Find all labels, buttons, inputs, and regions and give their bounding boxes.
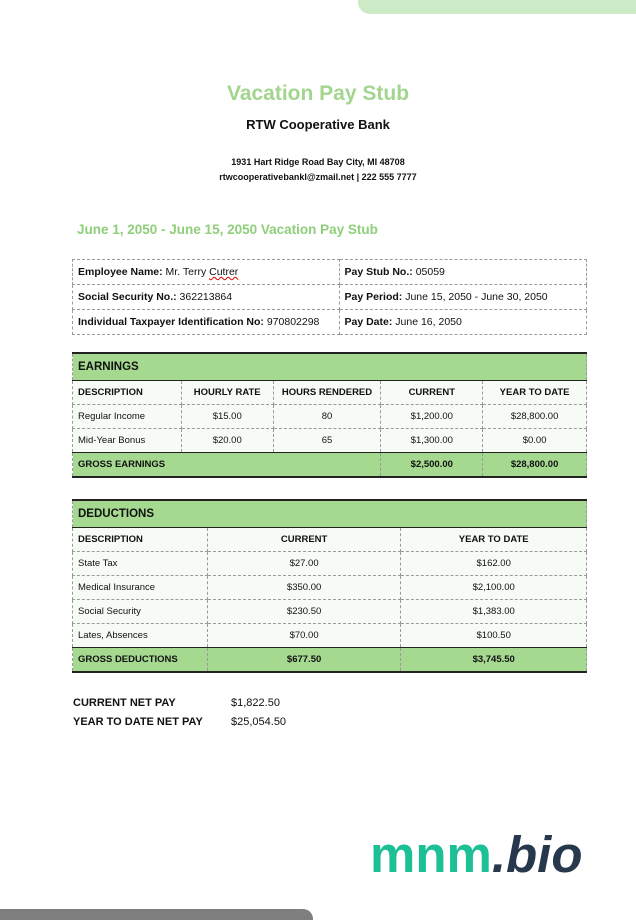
bottom-decoration-bar [0, 909, 313, 920]
earnings-column-header-row [73, 381, 587, 405]
current-net-pay-value: $1,822.50 [231, 697, 280, 709]
gross-deductions-row [73, 648, 587, 673]
itin-cell [73, 310, 340, 335]
gross-deductions-current: $677.50 [207, 648, 401, 673]
pay-stub-no-cell [339, 260, 587, 285]
company-address: 1931 Hart Ridge Road Bay City, MI 48708 [231, 157, 405, 167]
cell: $2,100.00 [401, 576, 587, 600]
cell: 65 [273, 429, 381, 453]
ytd-net-pay-label: YEAR TO DATE NET PAY [73, 716, 203, 728]
cell: Lates, Absences [73, 624, 208, 648]
cell: Medical Insurance [73, 576, 208, 600]
gross-deductions-label: GROSS DEDUCTIONS [73, 648, 208, 673]
ssn-cell [73, 285, 340, 310]
cell: $70.00 [207, 624, 401, 648]
column-header: HOURLY RATE [181, 381, 273, 405]
watermark-logo [370, 825, 583, 884]
deductions-column-header-row [73, 528, 587, 552]
gross-earnings-current: $2,500.00 [381, 453, 483, 478]
info-row [73, 310, 587, 335]
table-row [73, 624, 587, 648]
column-header: YEAR TO DATE [401, 528, 587, 552]
pay-period-cell [339, 285, 587, 310]
document-title: Vacation Pay Stub [226, 82, 410, 105]
pay-date-value: June 16, 2050 [395, 316, 462, 328]
ssn-value: 362213864 [179, 291, 233, 303]
gross-deductions-ytd: $3,745.50 [401, 648, 587, 673]
employee-name-cell [73, 260, 340, 285]
pay-date-label: Pay Date: [344, 316, 393, 328]
column-header: DESCRIPTION [73, 381, 182, 405]
ytd-net-pay-value: $25,054.50 [231, 716, 287, 728]
pay-date-cell [339, 310, 587, 335]
gross-earnings-ytd: $28,800.00 [483, 453, 587, 478]
pay-stub-no-value: 05059 [415, 266, 445, 278]
pay-stub-no-label: Pay Stub No.: [344, 266, 413, 278]
cell: $1,200.00 [381, 405, 483, 429]
earnings-table [72, 352, 587, 478]
deductions-table [72, 499, 587, 673]
cell: $20.00 [181, 429, 273, 453]
cell: State Tax [73, 552, 208, 576]
cell: $0.00 [483, 429, 587, 453]
cell: $1,300.00 [381, 429, 483, 453]
info-row [73, 260, 587, 285]
table-row [73, 576, 587, 600]
cell: $15.00 [181, 405, 273, 429]
pay-period-value: June 15, 2050 - June 30, 2050 [405, 291, 548, 303]
cell: $27.00 [207, 552, 401, 576]
employee-last-name: Cutrer [209, 266, 239, 278]
column-header: YEAR TO DATE [483, 381, 587, 405]
info-row [73, 285, 587, 310]
earnings-heading-row [73, 353, 587, 381]
cell: $350.00 [207, 576, 401, 600]
logo-part-2: .bio [491, 826, 583, 883]
period-heading: June 1, 2050 - June 15, 2050 Vacation Pay Stub [77, 222, 378, 237]
cell: $100.50 [401, 624, 587, 648]
deductions-heading: DEDUCTIONS [73, 500, 587, 528]
cell: 80 [273, 405, 381, 429]
gross-earnings-label: GROSS EARNINGS [73, 453, 381, 478]
pay-period-label: Pay Period: [344, 291, 403, 303]
column-header: CURRENT [381, 381, 483, 405]
cell: $28,800.00 [483, 405, 587, 429]
ssn-label: Social Security No.: [78, 291, 177, 303]
employee-name-value: Mr. Terry [165, 266, 210, 278]
column-header: HOURS RENDERED [273, 381, 381, 405]
itin-label: Individual Taxpayer Identification No: [78, 316, 264, 328]
cell: $230.50 [207, 600, 401, 624]
table-row [73, 405, 587, 429]
company-name: RTW Cooperative Bank [246, 117, 390, 132]
cell: Mid-Year Bonus [73, 429, 182, 453]
table-row [73, 552, 587, 576]
company-contact: rtwcooperativebankl@zmail.net | 222 555 7777 [219, 172, 417, 182]
logo-part-1: mnm [370, 826, 492, 883]
cell: Social Security [73, 600, 208, 624]
gross-earnings-row [73, 453, 587, 478]
employee-info-table [72, 259, 587, 335]
table-row [73, 600, 587, 624]
earnings-heading: EARNINGS [73, 353, 587, 381]
top-decoration-bar [358, 0, 636, 14]
employee-name-label: Employee Name: [78, 266, 163, 278]
itin-value: 970802298 [266, 316, 320, 328]
column-header: CURRENT [207, 528, 401, 552]
cell: Regular Income [73, 405, 182, 429]
column-header: DESCRIPTION [73, 528, 208, 552]
cell: $1,383.00 [401, 600, 587, 624]
table-row [73, 429, 587, 453]
cell: $162.00 [401, 552, 587, 576]
current-net-pay-label: CURRENT NET PAY [73, 697, 176, 709]
deductions-heading-row [73, 500, 587, 528]
